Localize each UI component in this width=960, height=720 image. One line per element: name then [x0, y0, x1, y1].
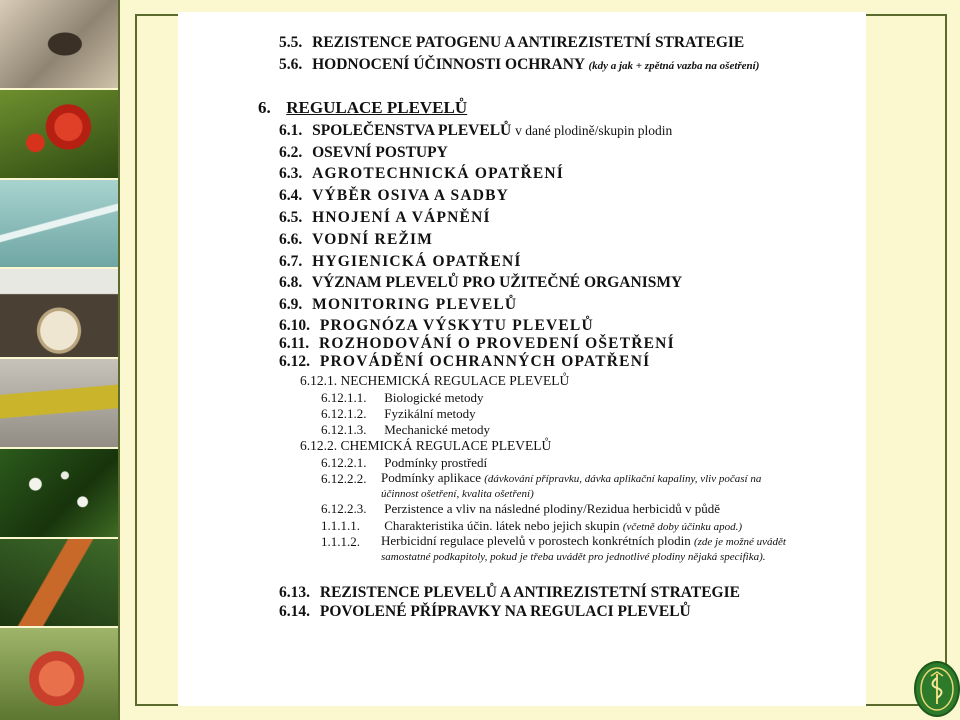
toc-title: CHEMICKÁ REGULACE PLEVELŮ [340, 438, 552, 453]
toc-title: Perzistence a vliv na následné plodiny/Rezidua herbicidů v půdě [384, 501, 720, 516]
toc-item [321, 501, 720, 517]
toc-number: 6.5. [279, 209, 303, 226]
toc-number: 6.12.2.2. [321, 471, 367, 486]
toc-entry [279, 317, 594, 335]
toc-entry [279, 165, 564, 183]
toc-title: HYGIENICKÁ OPATŘENÍ [312, 253, 522, 270]
document-page [178, 12, 866, 706]
toc-number: 6.4. [279, 187, 303, 204]
toc-entry [279, 603, 691, 621]
beetle-photo [0, 0, 118, 88]
toc-item [321, 455, 487, 471]
toc-number: 6.12.1.3. [321, 422, 367, 437]
toc-item-text [381, 534, 791, 564]
emblem-icon [917, 664, 957, 714]
toc-title: HNOJENÍ A VÁPNĚNÍ [312, 209, 491, 226]
toc-title: REZISTENCE PLEVELŮ A ANTIREZISTETNÍ STRATEGIE [319, 584, 740, 601]
toc-number: 6.12. [279, 353, 310, 370]
toc-title: POVOLENÉ PŘÍPRAVKY NA REGULACI PLEVELŮ [319, 603, 691, 620]
toc-title: VÝBĚR OSIVA A SADBY [312, 187, 510, 204]
toc-entry [279, 187, 509, 205]
toc-number: 6.12.1. [300, 373, 338, 388]
toc-note: (včetně doby účinku apod.) [622, 521, 743, 533]
toc-title: NECHEMICKÁ REGULACE PLEVELŮ [340, 373, 570, 388]
toc-note: (kdy a jak + zpětná vazba na ošetření) [588, 60, 760, 72]
toc-title: Mechanické metody [384, 422, 491, 437]
toc-number: 6.12.2. [300, 438, 338, 453]
toc-title: Podmínky prostředí [384, 455, 488, 470]
toc-number: 6.7. [279, 253, 303, 270]
toc-entry [279, 274, 682, 292]
toc-entry [279, 353, 650, 371]
institution-logo [914, 661, 960, 717]
peach-photo [0, 628, 118, 720]
toc-number: 6.3. [279, 165, 303, 182]
fungus-photo [0, 269, 118, 357]
toc-number: 6.12.1.2. [321, 406, 367, 421]
toc-number: 6. [258, 98, 271, 117]
toc-number: 5.6. [279, 56, 303, 73]
toc-title: PROVÁDĚNÍ OCHRANNÝCH OPATŘENÍ [319, 353, 651, 370]
lichen-photo [0, 359, 118, 447]
toc-item [321, 390, 484, 406]
toc-title: REZISTENCE PATOGENU A ANTIREZISTETNÍ STRATEGIE [312, 34, 745, 51]
toc-number: 6.2. [279, 144, 303, 161]
toc-entry [279, 144, 448, 162]
toc-subentry [300, 373, 569, 389]
toc-item [321, 534, 791, 564]
toc-title: Charakteristika účin. látek nebo jejich skupin [384, 518, 620, 533]
toc-entry [279, 56, 759, 74]
toc-number: 5.5. [279, 34, 303, 51]
photo-strip [0, 0, 120, 720]
toc-number: 6.14. [279, 603, 310, 620]
toc-entry [279, 34, 744, 52]
chapter-title: REGULACE PLEVELŮ [286, 98, 468, 117]
toc-entry [279, 231, 433, 249]
toc-title: VODNÍ REŽIM [312, 231, 434, 248]
leaf-photo [0, 449, 118, 537]
moth-photo [0, 539, 118, 627]
toc-entry [279, 335, 675, 353]
toc-title: AGROTECHNICKÁ OPATŘENÍ [312, 165, 565, 182]
toc-title: Biologické metody [384, 390, 484, 405]
toc-number: 6.13. [279, 584, 310, 601]
toc-title: SPOLEČENSTVA PLEVELŮ [312, 122, 512, 139]
toc-title: PROGNÓZA VÝSKYTU PLEVELŮ [319, 317, 594, 334]
toc-item [321, 518, 742, 534]
toc-item [321, 422, 490, 438]
toc-entry [279, 584, 740, 602]
toc-item [321, 406, 476, 422]
toc-title: HODNOCENÍ ÚČINNOSTI OCHRANY [312, 56, 585, 73]
toc-entry [279, 209, 491, 227]
toc-number: 6.12.2.1. [321, 455, 367, 470]
toc-item [321, 471, 781, 501]
toc-number: 6.12.1.1. [321, 390, 367, 405]
toc-subtitle: v dané plodině/skupin plodin [515, 123, 673, 138]
toc-title: OSEVNÍ POSTUPY [312, 144, 448, 161]
toc-entry [279, 253, 522, 271]
toc-number: 6.9. [279, 296, 303, 313]
berries-photo [0, 90, 118, 178]
toc-chapter [258, 98, 467, 118]
toc-note: (dávkování přípravku, dávka aplikační kapaliny, vliv počasí na účinnost ošetření, kvalita ošetření) [381, 473, 762, 500]
toc-title: ROZHODOVÁNÍ O PROVEDENÍ OŠETŘENÍ [319, 335, 675, 352]
toc-number: 1.1.1.2. [321, 534, 360, 549]
toc-number: 6.8. [279, 274, 303, 291]
toc-entry [279, 296, 517, 314]
toc-title: Herbicidní regulace plevelů v porostech konkrétních plodin [381, 533, 691, 548]
toc-title: Fyzikální metody [384, 406, 476, 421]
toc-number: 6.10. [279, 317, 310, 334]
toc-item-text [381, 471, 781, 501]
toc-title: MONITORING PLEVELŮ [312, 296, 518, 313]
toc-number: 6.1. [279, 122, 303, 139]
toc-number: 6.12.2.3. [321, 501, 367, 516]
pipette-photo [0, 180, 118, 268]
toc-note: (zde je možné uvádět samostatné podkapitoly, pokud je třeba uvádět pro jednotlivé plodiny nějaká specifika). [381, 536, 786, 563]
toc-number: 6.6. [279, 231, 303, 248]
toc-title: VÝZNAM PLEVELŮ PRO UŽITEČNÉ ORGANISMY [311, 274, 683, 291]
toc-number: 1.1.1.1. [321, 518, 360, 533]
toc-entry [279, 122, 672, 140]
toc-title: Podmínky aplikace [381, 470, 482, 485]
table-of-contents [178, 12, 866, 706]
toc-subentry [300, 438, 551, 454]
toc-number: 6.11. [279, 335, 310, 352]
